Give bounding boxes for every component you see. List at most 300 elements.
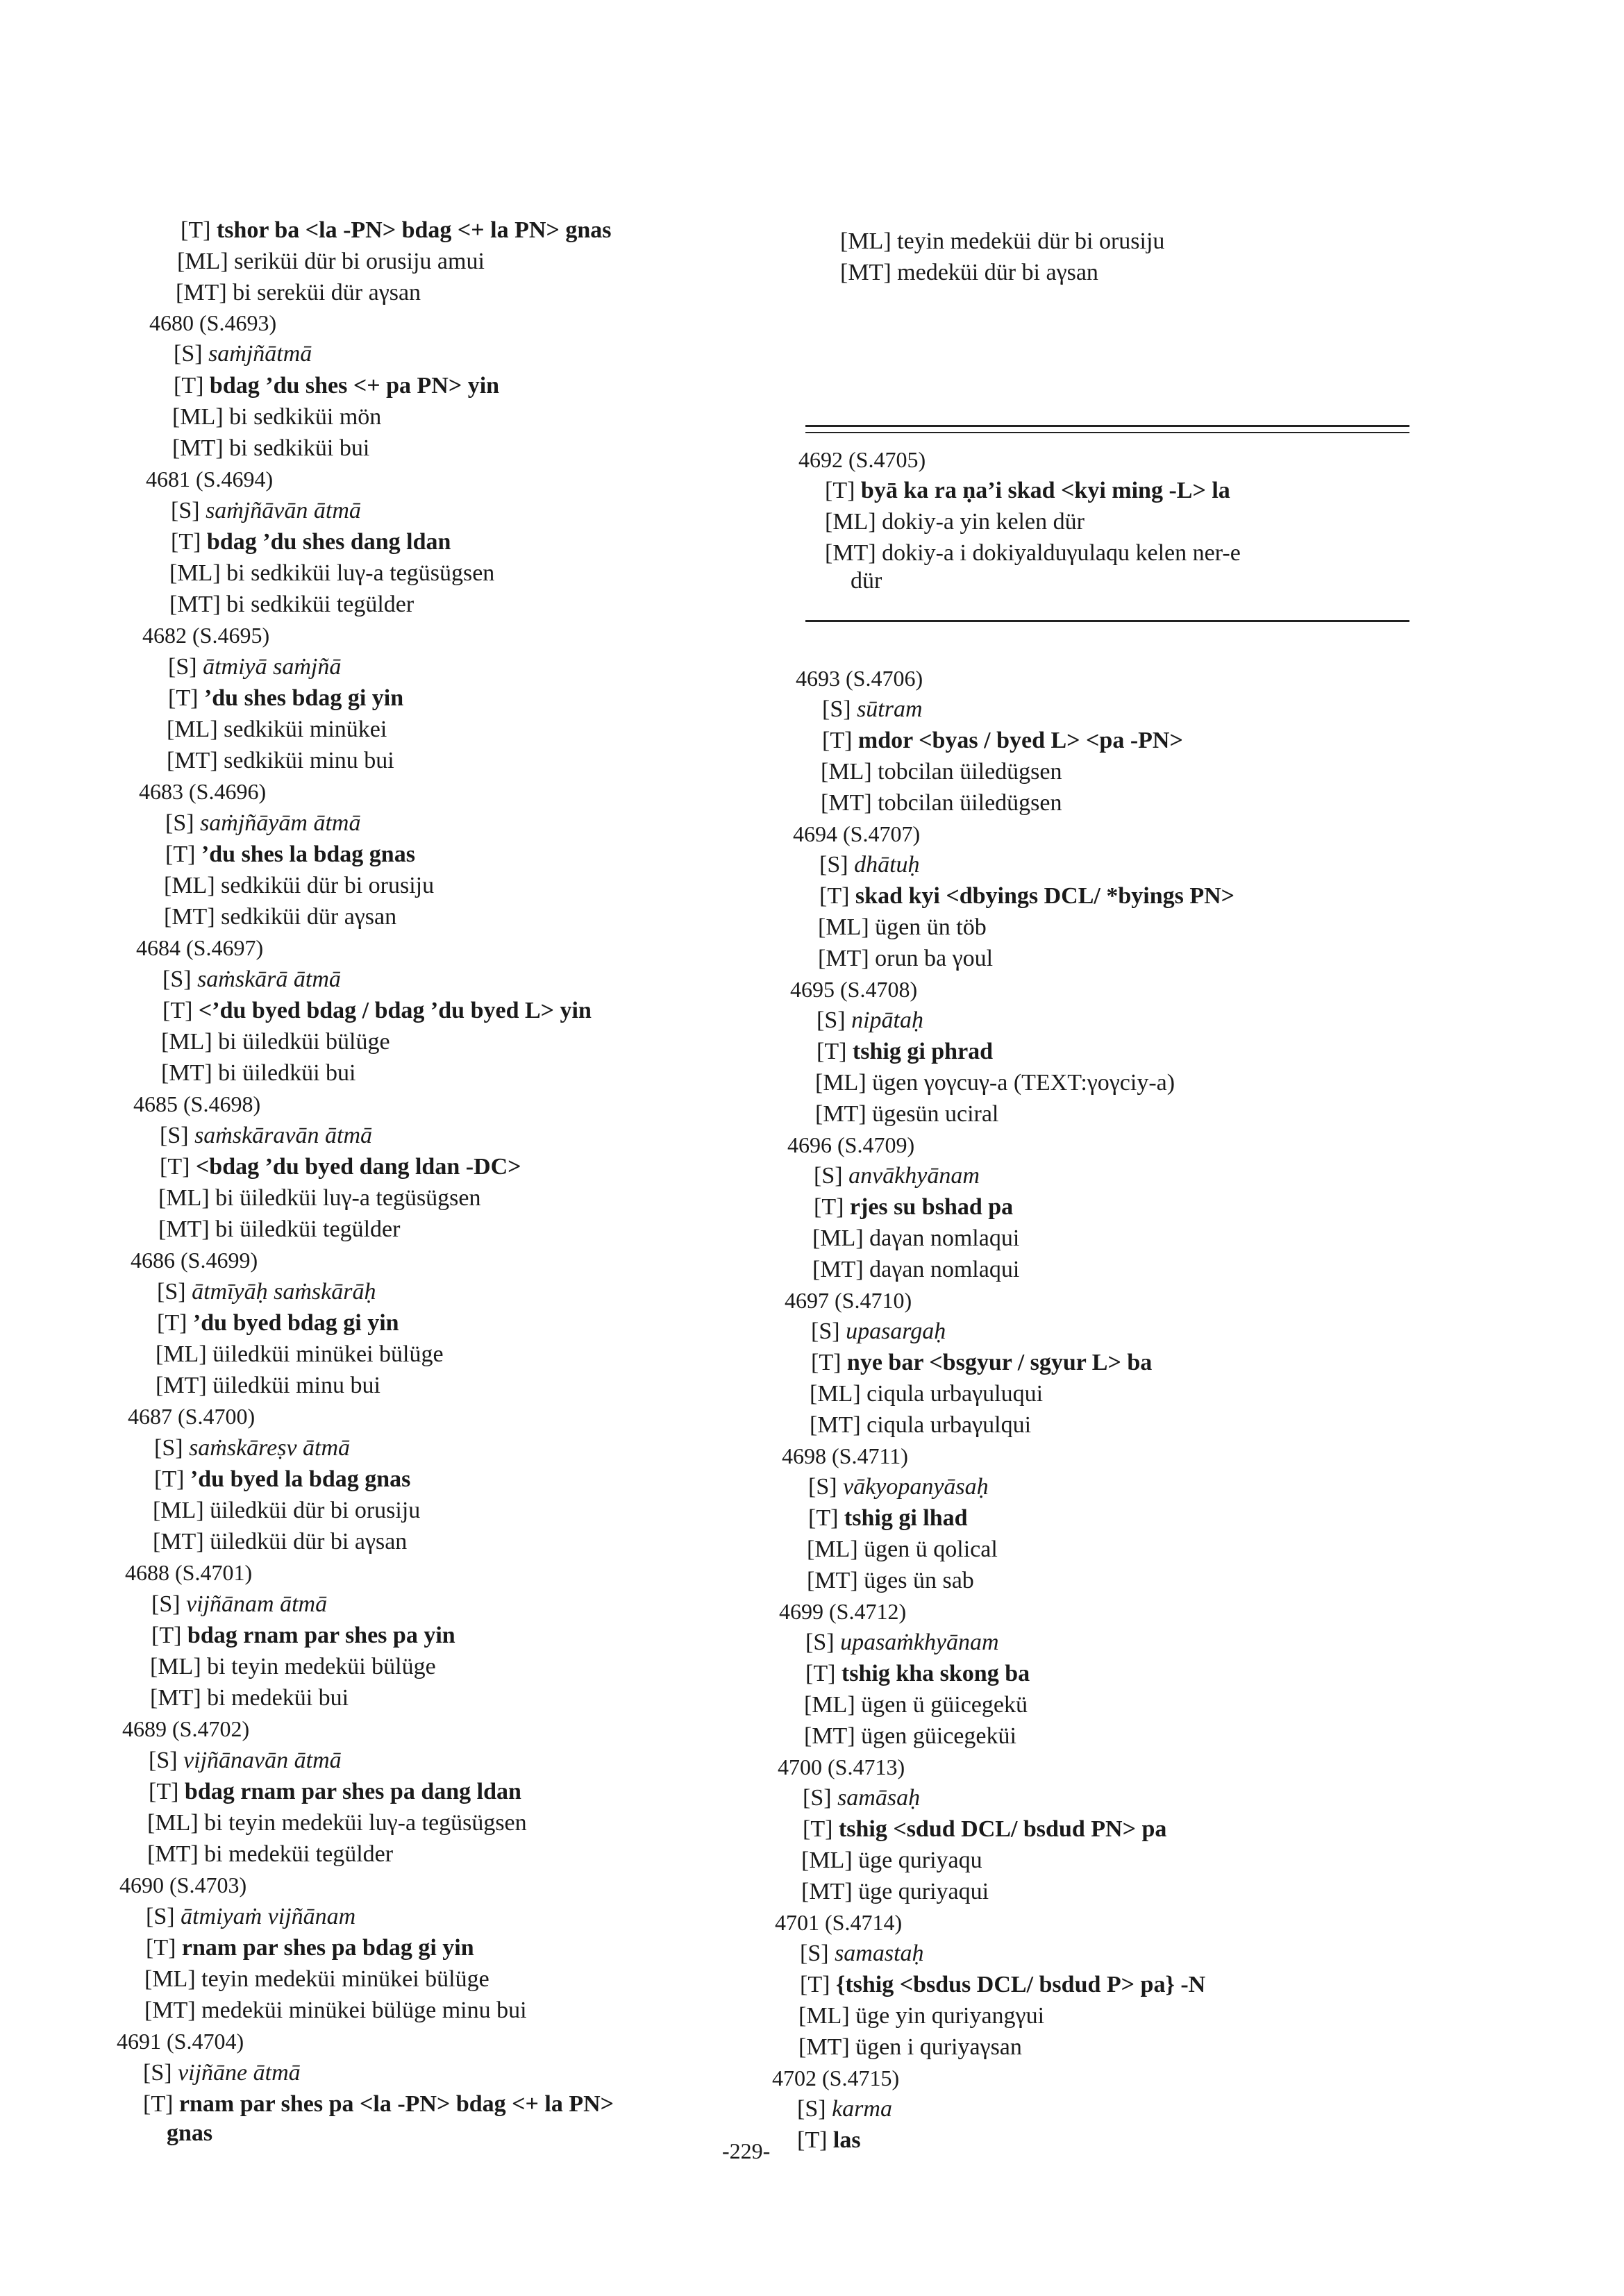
entry-text: bdag ’du shes <+ pa PN> yin: [209, 373, 500, 399]
entry-line: [143, 2089, 614, 2120]
language-tag: [ML]: [177, 249, 228, 274]
entry-line: [169, 558, 494, 589]
language-tag: [ML]: [164, 873, 215, 898]
entry-text: bi medeküi tegülder: [204, 1841, 394, 1867]
language-tag: [S]: [174, 341, 203, 367]
entry-text: <’du byed bdag / bdag ’du byed L> yin: [198, 998, 592, 1023]
entry-line: [174, 339, 312, 369]
entry-number: 4692 (S.4705): [798, 447, 926, 472]
entry-text: bi teyin medeküi luγ-a tegüsügsen: [204, 1810, 527, 1836]
entry-line: [172, 402, 381, 433]
entry-line: [811, 1316, 946, 1347]
entry-number: 4695 (S.4708): [790, 977, 918, 1002]
entry-text: ātmiyaṁ vijñānam: [181, 1904, 356, 1929]
entry-text: bi sereküi dür aγsan: [233, 280, 421, 305]
language-tag: [T]: [143, 2091, 174, 2117]
entry-line: [150, 1652, 436, 1682]
entry-line: [808, 1472, 989, 1502]
entry-line: [156, 1339, 444, 1370]
entry-line: [811, 1348, 1152, 1378]
entry-line: [168, 652, 341, 682]
entry-number: 4697 (S.4710): [785, 1288, 912, 1313]
entry-line: [149, 1777, 521, 1807]
entry-text: saṁjñātmā: [208, 341, 312, 367]
entry-line: [143, 2058, 301, 2088]
language-tag: [ML]: [840, 228, 891, 254]
entry-number: 4702 (S.4715): [772, 2065, 900, 2090]
language-tag: [T]: [165, 841, 196, 867]
entry-text: byā ka ra ṇa’i skad <kyi ming -L> la: [860, 478, 1230, 503]
entry-text: üge quriyaqu: [858, 1847, 982, 1873]
entry-number: 4699 (S.4712): [779, 1599, 907, 1624]
language-tag: [S]: [171, 498, 200, 523]
entry-line: [815, 1099, 998, 1130]
entry-text: teyin medeküi minükei bülüge: [201, 1966, 489, 1992]
entry-line: [153, 1495, 420, 1526]
entry-text: vijñānavān ātmā: [183, 1748, 342, 1773]
entry-line: [807, 1566, 974, 1596]
language-tag: [ML]: [147, 1810, 199, 1836]
entry-line: [797, 2125, 861, 2156]
language-tag: [ML]: [810, 1381, 861, 1407]
entry-line: [819, 881, 1234, 912]
entry-line: [812, 1255, 1019, 1285]
language-tag: [T]: [151, 1623, 182, 1648]
section-rule-top: [805, 425, 1409, 427]
language-tag: [S]: [811, 1318, 840, 1344]
entry-text: rnam par shes pa <la -PN> bdag <+ la PN>: [178, 2091, 614, 2117]
entry-line: [821, 757, 1062, 787]
entry-line: [160, 1152, 521, 1182]
entry-line: [805, 1627, 999, 1658]
language-tag: [S]: [146, 1904, 175, 1929]
entry-number: 4689 (S.4702): [122, 1716, 250, 1741]
entry-line: [172, 433, 369, 464]
entry-line: [825, 538, 1241, 569]
language-tag: [T]: [811, 1350, 842, 1375]
entry-line: [812, 1223, 1019, 1254]
entry-text: ügen ü qolical: [864, 1536, 998, 1562]
entry-line: [822, 726, 1183, 756]
entry-text: medeküi dür bi aγsan: [897, 260, 1098, 285]
language-tag: [S]: [143, 2060, 172, 2086]
entry-number: 4680 (S.4693): [149, 310, 277, 335]
language-tag: [T]: [817, 1039, 847, 1064]
language-tag: [T]: [157, 1310, 187, 1336]
entry-line: [151, 1620, 455, 1651]
entry-line: [167, 746, 394, 776]
entry-number: 4698 (S.4711): [782, 1443, 908, 1468]
entry-text: nye bar <bsgyur / sgyur L> ba: [846, 1350, 1153, 1375]
entry-number: 4687 (S.4700): [128, 1404, 256, 1429]
entry-line: [174, 371, 499, 401]
entry-text: ātmīyāḥ saṁskārāḥ: [192, 1279, 376, 1305]
language-tag: [ML]: [153, 1498, 204, 1523]
entry-line: [146, 1902, 355, 1932]
entry-line: [161, 1058, 355, 1089]
language-tag: [MT]: [798, 2034, 850, 2060]
entry-text: bi üiledküi luγ-a tegüsügsen: [215, 1185, 481, 1211]
entry-number: 4694 (S.4707): [793, 821, 921, 846]
entry-number: 4690 (S.4703): [119, 1872, 247, 1897]
section-rule-top-thin: [805, 432, 1409, 433]
entry-line: [803, 1814, 1166, 1845]
entry-text: tobcilan üiledügsen: [878, 759, 1062, 785]
entry-line: [156, 1371, 380, 1401]
language-tag: [T]: [822, 728, 853, 753]
entry-text: sūtram: [857, 696, 923, 722]
language-tag: [S]: [814, 1163, 843, 1189]
entry-number: 4685 (S.4698): [133, 1091, 261, 1116]
entry-text: ātmiyā saṁjñā: [203, 654, 342, 680]
entry-text: sedkiküi minu bui: [224, 748, 394, 773]
entry-line: [160, 1121, 372, 1151]
entry-line: [165, 839, 415, 870]
entry-line: [168, 683, 403, 714]
entry-text: ügen ü güicegekü: [861, 1692, 1028, 1718]
language-tag: [MT]: [147, 1841, 199, 1867]
language-tag: [S]: [822, 696, 851, 722]
entry-text: dokiy-a yin kelen dür: [882, 509, 1085, 535]
language-tag: [MT]: [840, 260, 891, 285]
entry-line: [803, 1783, 920, 1813]
entry-text: ’du byed la bdag gnas: [190, 1466, 411, 1492]
entry-number: 4691 (S.4704): [117, 2029, 244, 2054]
entry-line: [151, 1589, 327, 1620]
language-tag: [T]: [814, 1194, 844, 1220]
language-tag: [T]: [149, 1779, 179, 1804]
language-tag: [ML]: [161, 1029, 212, 1055]
entry-text: üges ün sab: [864, 1568, 974, 1593]
language-tag: [S]: [800, 1941, 829, 1966]
entry-text: dhātuḥ: [854, 852, 920, 878]
entry-line: [814, 1161, 980, 1191]
entry-number: 4681 (S.4694): [146, 467, 274, 492]
entry-line: [162, 964, 341, 995]
entry-line: [165, 808, 360, 839]
language-tag: [MT]: [153, 1529, 204, 1555]
entry-text: tshig <sdud DCL/ bsdud PN> pa: [838, 1816, 1167, 1842]
language-tag: [S]: [165, 810, 194, 836]
entry-text: ügesün uciral: [872, 1101, 999, 1127]
entry-text: üiledküi dür bi orusiju: [210, 1498, 421, 1523]
entry-number: 4700 (S.4713): [778, 1754, 905, 1779]
entry-text: orun ba γoul: [875, 946, 994, 971]
language-tag: [S]: [817, 1007, 846, 1033]
entry-line: [149, 1745, 342, 1776]
entry-number: 4682 (S.4695): [142, 623, 270, 648]
language-tag: [T]: [160, 1154, 190, 1180]
entry-text: üiledküi minu bui: [212, 1373, 380, 1398]
language-tag: [MT]: [812, 1257, 864, 1282]
entry-text: bdag rnam par shes pa dang ldan: [184, 1779, 521, 1804]
language-tag: [MT]: [172, 435, 224, 461]
language-tag: [S]: [160, 1123, 189, 1148]
language-tag: [ML]: [158, 1185, 210, 1211]
entry-text: bi üiledküi tegülder: [215, 1216, 401, 1242]
entry-line: [161, 1027, 390, 1057]
entry-line: [810, 1410, 1031, 1441]
language-tag: [S]: [162, 966, 192, 992]
entry-text: rjes su bshad pa: [849, 1194, 1014, 1220]
line-continuation: dür: [851, 568, 882, 594]
entry-line: [807, 1534, 998, 1565]
entry-line: [801, 1877, 989, 1907]
entry-text: saṁjñāvān ātmā: [206, 498, 361, 523]
entry-text: karma: [832, 2096, 892, 2122]
entry-line: [162, 996, 592, 1026]
entry-line: [840, 258, 1098, 288]
entry-text: skad kyi <dbyings DCL/ *byings PN>: [855, 883, 1235, 909]
entry-text: bdag rnam par shes pa yin: [187, 1623, 455, 1648]
language-tag: [T]: [146, 1935, 176, 1961]
entry-text: daγan nomlaqui: [869, 1257, 1020, 1282]
entry-text: dokiy-a i dokiyalduγulaqu kelen ner-e: [882, 540, 1241, 566]
language-tag: [T]: [154, 1466, 185, 1492]
language-tag: [ML]: [150, 1654, 201, 1679]
entry-line: [798, 2001, 1044, 2031]
entry-line: [801, 1845, 982, 1876]
section-rule-bottom: [805, 620, 1409, 622]
entry-line: [158, 1183, 481, 1214]
entry-number: 4701 (S.4714): [775, 1910, 903, 1935]
language-tag: [ML]: [821, 759, 872, 785]
entry-line: [840, 226, 1164, 257]
language-tag: [T]: [174, 373, 204, 399]
language-tag: [MT]: [164, 904, 215, 930]
language-tag: [MT]: [801, 1879, 853, 1904]
entry-text: rnam par shes pa bdag gi yin: [181, 1935, 474, 1961]
entry-line: [804, 1721, 1016, 1752]
language-tag: [MT]: [144, 1997, 196, 2023]
entry-line: [147, 1808, 527, 1838]
entry-number: 4693 (S.4706): [796, 666, 923, 691]
language-tag: [S]: [797, 2096, 826, 2122]
entry-text: samastaḥ: [835, 1941, 924, 1966]
entry-number: 4686 (S.4699): [131, 1248, 258, 1273]
language-tag: [T]: [168, 685, 199, 711]
entry-text: vākyopanyāsaḥ: [843, 1474, 989, 1500]
language-tag: [S]: [168, 654, 197, 680]
entry-line: [154, 1464, 410, 1495]
entry-line: [144, 1995, 527, 2026]
language-tag: [S]: [805, 1629, 835, 1655]
language-tag: [S]: [154, 1435, 183, 1461]
language-tag: [T]: [181, 217, 211, 243]
entry-text: üiledküi dür bi aγsan: [210, 1529, 408, 1555]
language-tag: [ML]: [818, 914, 869, 940]
language-tag: [T]: [797, 2127, 828, 2153]
line-continuation: gnas: [167, 2120, 213, 2146]
entry-line: [169, 589, 414, 620]
entry-text: tshig kha skong ba: [841, 1661, 1030, 1686]
entry-line: [800, 1970, 1205, 2000]
language-tag: [ML]: [801, 1847, 853, 1873]
language-tag: [ML]: [815, 1070, 867, 1096]
language-tag: [MT]: [815, 1101, 867, 1127]
entry-line: [164, 902, 396, 932]
entry-line: [805, 1659, 1030, 1689]
entry-line: [171, 527, 451, 558]
entry-line: [800, 1938, 924, 1969]
entry-text: ’du shes bdag gi yin: [203, 685, 404, 711]
entry-line: [814, 1192, 1013, 1223]
language-tag: [MT]: [176, 280, 227, 305]
entry-line: [818, 944, 993, 974]
entry-text: ciqula urbaγuluqui: [867, 1381, 1044, 1407]
entry-line: [817, 1037, 993, 1067]
entry-text: bi medeküi bui: [207, 1685, 349, 1711]
language-tag: [ML]: [172, 404, 224, 430]
entry-text: ügen γoγcuγ-a (TEXT:γoγciy-a): [872, 1070, 1175, 1096]
entry-text: ügen güicegeküi: [861, 1723, 1016, 1749]
entry-line: [171, 496, 361, 526]
entry-line: [822, 694, 923, 725]
language-tag: [S]: [149, 1748, 178, 1773]
entry-line: [810, 1379, 1043, 1409]
entry-number: 4683 (S.4696): [139, 779, 267, 804]
entry-text: üge quriyaqui: [858, 1879, 989, 1904]
language-tag: [MT]: [818, 946, 869, 971]
entry-line: [150, 1683, 349, 1713]
entry-text: <bdag ’du byed dang ldan -DC>: [195, 1154, 521, 1180]
entry-text: saṁskāreṣv ātmā: [189, 1435, 351, 1461]
entry-text: saṁjñāyām ātmā: [200, 810, 361, 836]
entry-text: bi sedkiküi luγ-a tegüsügsen: [226, 560, 495, 586]
entry-text: bi sedkiküi tegülder: [226, 592, 415, 617]
language-tag: [T]: [171, 529, 201, 555]
entry-line: [167, 714, 387, 745]
entry-line: [817, 1005, 923, 1036]
language-tag: [MT]: [807, 1568, 858, 1593]
entry-number: 4696 (S.4709): [787, 1132, 915, 1157]
entry-text: mdor <byas / byed L> <pa -PN>: [857, 728, 1183, 753]
language-tag: [T]: [825, 478, 855, 503]
language-tag: [ML]: [807, 1536, 858, 1562]
entry-line: [808, 1503, 968, 1534]
language-tag: [ML]: [804, 1692, 855, 1718]
entry-text: bi sedkiküi mön: [229, 404, 382, 430]
entry-text: medeküi minükei bülüge minu bui: [201, 1997, 527, 2023]
entry-line: [176, 278, 421, 308]
entry-text: las: [832, 2127, 861, 2153]
entry-text: seriküi dür bi orusiju amui: [234, 249, 485, 274]
language-tag: [MT]: [150, 1685, 201, 1711]
language-tag: [S]: [151, 1591, 181, 1617]
entry-text: sedkiküi dür bi orusiju: [221, 873, 435, 898]
entry-line: [153, 1527, 407, 1557]
entry-text: sedkiküi dür aγsan: [221, 904, 397, 930]
language-tag: [MT]: [169, 592, 221, 617]
entry-text: tshig gi phrad: [852, 1039, 994, 1064]
entry-line: [804, 1690, 1028, 1720]
entry-text: ’du byed bdag gi yin: [192, 1310, 399, 1336]
entry-line: [154, 1433, 350, 1464]
entry-line: [821, 788, 1062, 819]
entry-number: 4688 (S.4701): [125, 1560, 253, 1585]
language-tag: [ML]: [812, 1225, 864, 1251]
language-tag: [MT]: [825, 540, 876, 566]
language-tag: [MT]: [158, 1216, 210, 1242]
entry-line: [815, 1068, 1175, 1098]
entry-text: samāsaḥ: [837, 1785, 921, 1811]
language-tag: [S]: [803, 1785, 832, 1811]
entry-line: [818, 912, 987, 943]
entry-line: [797, 2094, 892, 2125]
entry-line: [158, 1214, 400, 1245]
entry-line: [146, 1933, 474, 1963]
language-tag: [T]: [800, 1972, 830, 1997]
language-tag: [S]: [808, 1474, 837, 1500]
entry-number: 4684 (S.4697): [136, 935, 264, 960]
entry-text: bi üiledküi bui: [218, 1060, 356, 1086]
language-tag: [MT]: [804, 1723, 855, 1749]
entry-text: üge yin quriyangγui: [855, 2003, 1045, 2029]
language-tag: [MT]: [821, 790, 872, 816]
language-tag: [MT]: [161, 1060, 212, 1086]
language-tag: [S]: [157, 1279, 186, 1305]
entry-line: [825, 476, 1230, 506]
entry-text: daγan nomlaqui: [869, 1225, 1020, 1251]
entry-text: bi üiledküi bülüge: [218, 1029, 390, 1055]
entry-text: saṁskāravān ātmā: [194, 1123, 372, 1148]
entry-line: [798, 2032, 1022, 2063]
entry-text: tobcilan üiledügsen: [878, 790, 1062, 816]
entry-text: ciqula urbaγulqui: [867, 1412, 1032, 1438]
entry-line: [157, 1308, 399, 1339]
language-tag: [T]: [805, 1661, 836, 1686]
entry-text: vijñāne ātmā: [178, 2060, 301, 2086]
entry-text: saṁskārā ātmā: [197, 966, 341, 992]
entry-text: nipātaḥ: [851, 1007, 923, 1033]
entry-text: tshor ba <la -PN> bdag <+ la PN> gnas: [216, 217, 612, 243]
entry-line: [144, 1964, 489, 1995]
language-tag: [T]: [819, 883, 850, 909]
entry-text: ügen i quriyaγsan: [855, 2034, 1022, 2060]
entry-text: upasaṁkhyānam: [840, 1629, 999, 1655]
language-tag: [T]: [803, 1816, 833, 1842]
entry-text: sedkiküi minükei: [224, 717, 387, 742]
entry-text: {tshig <bsdus DCL/ bsdud P> pa} -N: [835, 1972, 1206, 1997]
language-tag: [S]: [819, 852, 848, 878]
entry-text: bi sedkiküi bui: [229, 435, 370, 461]
language-tag: [MT]: [810, 1412, 861, 1438]
language-tag: [ML]: [144, 1966, 196, 1992]
entry-text: vijñānam ātmā: [186, 1591, 328, 1617]
page-number: -229-: [722, 2138, 771, 2163]
language-tag: [MT]: [167, 748, 218, 773]
entry-line: [157, 1277, 376, 1307]
language-tag: [ML]: [798, 2003, 850, 2029]
entry-text: bi teyin medeküi bülüge: [207, 1654, 436, 1679]
entry-line: [181, 215, 611, 246]
entry-line: [147, 1839, 393, 1870]
language-tag: [ML]: [825, 509, 876, 535]
entry-text: ’du shes la bdag gnas: [201, 841, 415, 867]
language-tag: [T]: [808, 1505, 839, 1531]
entry-text: ügen ün töb: [875, 914, 987, 940]
entry-line: [164, 871, 434, 901]
entry-text: tshig gi lhad: [844, 1505, 968, 1531]
entry-text: upasargaḥ: [846, 1318, 946, 1344]
language-tag: [ML]: [167, 717, 218, 742]
entry-line: [825, 507, 1085, 537]
language-tag: [ML]: [156, 1341, 207, 1367]
entry-line: [177, 246, 485, 277]
entry-text: teyin medeküi dür bi orusiju: [897, 228, 1165, 254]
entry-text: bdag ’du shes dang ldan: [206, 529, 451, 555]
entry-text: üiledküi minükei bülüge: [212, 1341, 444, 1367]
